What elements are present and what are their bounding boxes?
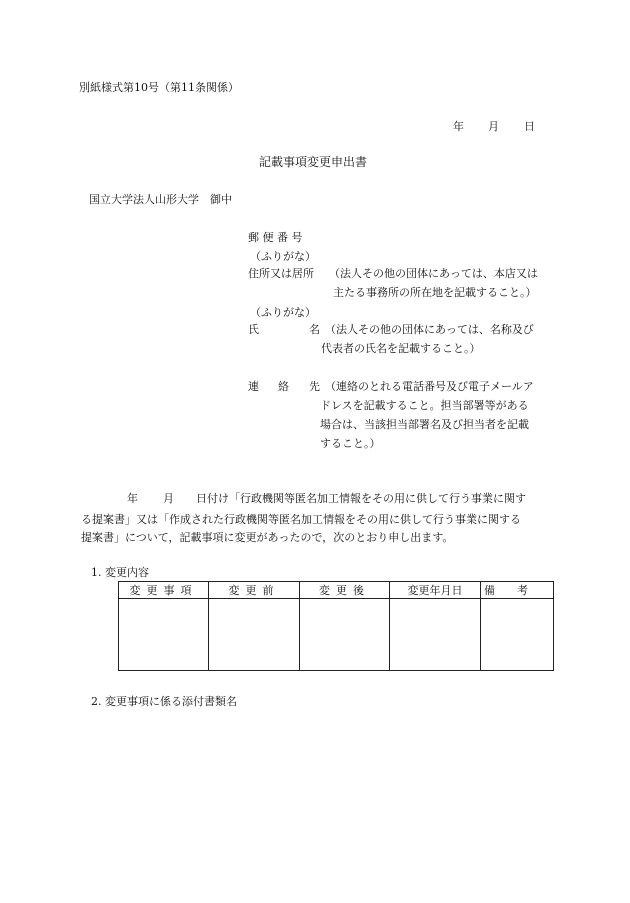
body-line3: 提案書」について，記載事項に変更があったので，次のとおり申し出ます。 <box>81 531 454 544</box>
contact-label-char1: 連 <box>248 380 259 393</box>
header-change-item: 変更事項 <box>119 582 209 599</box>
document-title: 記載事項変更申出書 <box>259 155 368 169</box>
address-label: 住所又は居所 <box>248 267 314 280</box>
cell-change-date[interactable] <box>390 599 481 671</box>
section-1-heading: 1. 変更内容 <box>91 566 149 579</box>
change-table-header-row <box>119 582 554 599</box>
address-note-line2: 主たる事務所の所在地を記載すること。） <box>333 286 537 299</box>
name-note-line1: （法人その他の団体にあっては、名称及び <box>325 323 534 336</box>
header-change-date: 変更年月日 <box>390 582 481 599</box>
cell-change-item[interactable] <box>119 599 209 671</box>
postal-code-label: 郵 便 番 号 <box>248 231 303 244</box>
addressee: 国立大学法人山形大学 御中 <box>89 193 232 206</box>
contact-note-line3: 場合は、当該担当部署名及び担当者を記載 <box>320 418 529 431</box>
body-year: 年 <box>127 492 138 505</box>
furigana-label-address: （ふりがな） <box>250 250 316 263</box>
date-year: 年 <box>453 120 464 133</box>
name-note-line2: 代表者の氏名を記載すること。） <box>321 342 481 355</box>
cell-remarks[interactable] <box>481 599 554 671</box>
cell-after[interactable] <box>300 599 390 671</box>
contact-note-line2: ドレスを記載すること。担当部署等がある <box>320 399 529 412</box>
contact-label-char3: 先 <box>309 380 320 393</box>
furigana-label-name: （ふりがな） <box>250 306 316 319</box>
header-after: 変更後 <box>300 582 390 599</box>
name-label-char2: 名 <box>309 323 320 336</box>
change-table <box>118 581 554 671</box>
change-table-row <box>119 599 554 671</box>
body-line1: 日付け「行政機関等匿名加工情報をその用に供して行う事業に関す <box>196 492 526 505</box>
header-before: 変更前 <box>209 582 300 599</box>
name-label-char1: 氏 <box>248 323 259 336</box>
contact-note-line1: （連絡のとれる電話番号及び電子メールア <box>325 380 534 393</box>
contact-note-line4: すること。） <box>320 437 381 450</box>
section-2-heading: 2. 変更事項に係る添付書類名 <box>91 695 237 708</box>
contact-label-char2: 絡 <box>278 380 289 393</box>
form-number: 別紙様式第10号（第11条関係） <box>79 81 239 94</box>
address-note-line1: （法人その他の団体にあっては、本店又は <box>329 267 538 280</box>
date-day: 日 <box>524 120 535 133</box>
body-month: 月 <box>163 492 174 505</box>
body-line2: る提案書」又は「作成された行政機関等匿名加工情報をその用に供して行う事業に関する <box>81 513 521 526</box>
cell-before[interactable] <box>209 599 300 671</box>
date-month: 月 <box>488 120 499 133</box>
header-remarks: 備考 <box>481 582 554 599</box>
